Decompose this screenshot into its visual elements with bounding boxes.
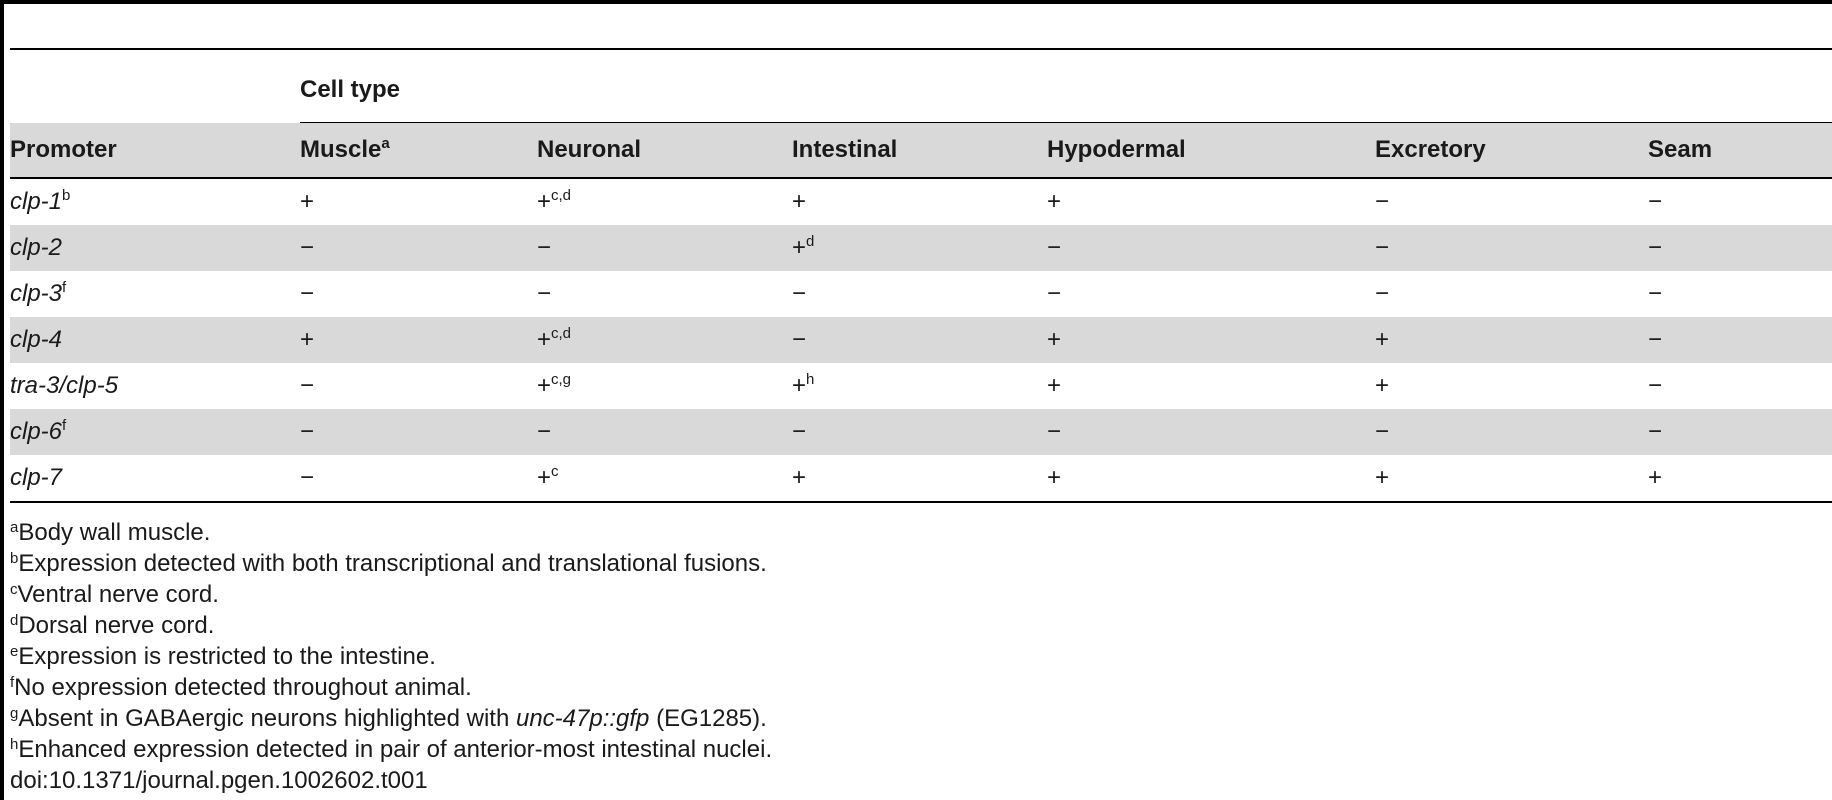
excretory-cell (1375, 178, 1648, 225)
seam-cell (1648, 178, 1832, 225)
intestinal-cell (792, 271, 1047, 317)
intestinal-value: + (792, 234, 807, 261)
hypodermal-value: − (1047, 280, 1062, 307)
group-header-spacer (10, 49, 300, 123)
promoter-name: clp-2 (10, 234, 63, 261)
group-header-row (10, 49, 1832, 123)
neuronal-value: − (537, 280, 552, 307)
promoter-name: clp-4 (10, 326, 63, 353)
header-neuronal: Neuronal (537, 123, 792, 179)
muscle-cell (300, 178, 537, 225)
footnote-text: Expression is restricted to the intestine. (18, 643, 436, 670)
intestinal-value: − (792, 418, 807, 445)
top-border-rule (0, 0, 1832, 4)
hypodermal-cell (1047, 409, 1375, 455)
excretory-value: + (1375, 464, 1390, 491)
hypodermal-cell (1047, 271, 1375, 317)
intestinal-value: + (792, 372, 807, 399)
excretory-cell (1375, 271, 1648, 317)
promoter-cell (10, 363, 300, 409)
excretory-value: − (1375, 418, 1390, 445)
excretory-cell (1375, 317, 1648, 363)
excretory-value: − (1375, 234, 1390, 261)
muscle-cell (300, 409, 537, 455)
muscle-value: − (300, 372, 315, 399)
footnote-d (10, 610, 772, 641)
promoter-cell (10, 455, 300, 502)
footnote-text: Enhanced expression detected in pair of anterior-most intestinal nuclei. (18, 736, 773, 763)
intestinal-value: + (792, 464, 807, 491)
header-hypodermal: Hypodermal (1047, 123, 1375, 179)
muscle-cell (300, 455, 537, 502)
column-header-row (10, 123, 1832, 179)
excretory-value: + (1375, 372, 1390, 399)
intestinal-cell (792, 178, 1047, 225)
footnote-mark: a (10, 519, 19, 536)
table-row (10, 409, 1832, 455)
intestinal-footnote-mark: h (806, 371, 815, 388)
neuronal-cell (537, 363, 792, 409)
neuronal-footnote-mark: c (551, 463, 559, 480)
promoter-name: clp-6 (10, 418, 63, 445)
intestinal-value: − (792, 326, 807, 353)
hypodermal-cell (1047, 317, 1375, 363)
hypodermal-value: + (1047, 188, 1062, 215)
promoter-name: tra-3/clp-5 (10, 372, 119, 399)
neuronal-cell (537, 271, 792, 317)
intestinal-cell (792, 409, 1047, 455)
footnote-mark: c (10, 581, 18, 598)
seam-cell (1648, 455, 1832, 502)
muscle-value: − (300, 234, 315, 261)
table-row (10, 317, 1832, 363)
intestinal-value: + (792, 188, 807, 215)
neuronal-cell (537, 317, 792, 363)
intestinal-cell (792, 363, 1047, 409)
excretory-value: − (1375, 188, 1390, 215)
neuronal-value: + (537, 372, 552, 399)
muscle-value: + (300, 326, 315, 353)
footnotes (10, 517, 772, 796)
footnote-text: Dorsal nerve cord. (18, 612, 215, 639)
footnote-a (10, 517, 772, 548)
hypodermal-value: + (1047, 372, 1062, 399)
muscle-cell (300, 317, 537, 363)
muscle-cell (300, 225, 537, 271)
promoter-footnote-mark: f (62, 417, 67, 434)
footnote-text: Ventral nerve cord. (17, 581, 219, 608)
intestinal-value: − (792, 280, 807, 307)
neuronal-cell (537, 178, 792, 225)
hypodermal-value: + (1047, 326, 1062, 353)
expression-table (10, 48, 1832, 503)
neuronal-value: − (537, 234, 552, 261)
hypodermal-cell (1047, 178, 1375, 225)
seam-value: − (1648, 326, 1663, 353)
header-excretory: Excretory (1375, 123, 1648, 179)
footnote-mark: h (10, 736, 19, 753)
table-row (10, 178, 1832, 225)
table-row (10, 225, 1832, 271)
hypodermal-cell (1047, 363, 1375, 409)
excretory-cell (1375, 225, 1648, 271)
muscle-value: − (300, 418, 315, 445)
excretory-cell (1375, 455, 1648, 502)
neuronal-footnote-mark: c,d (551, 187, 572, 204)
intestinal-cell (792, 317, 1047, 363)
excretory-cell (1375, 409, 1648, 455)
footnote-g (10, 703, 772, 734)
seam-cell (1648, 225, 1832, 271)
footnote-c (10, 579, 772, 610)
footnote-f (10, 672, 772, 703)
muscle-value: − (300, 280, 315, 307)
footnote-e (10, 641, 772, 672)
footnote-reporter-name: unc-47p::gfp (515, 705, 650, 732)
footnote-text: Absent in GABAergic neurons highlighted with (18, 705, 516, 732)
header-muscle (300, 123, 537, 179)
header-seam: Seam (1648, 123, 1832, 179)
neuronal-footnote-mark: c,d (551, 325, 572, 342)
footnote-h (10, 734, 772, 765)
footnote-b (10, 548, 772, 579)
seam-value: − (1648, 234, 1663, 261)
excretory-cell (1375, 363, 1648, 409)
muscle-cell (300, 271, 537, 317)
promoter-name: clp-3 (10, 280, 63, 307)
hypodermal-value: − (1047, 418, 1062, 445)
header-muscle-label: Muscle (300, 136, 382, 163)
header-promoter: Promoter (10, 123, 300, 179)
left-border-rule (0, 0, 4, 800)
expression-table-container (10, 48, 1832, 503)
promoter-name: clp-1 (10, 188, 63, 215)
table-row (10, 271, 1832, 317)
muscle-cell (300, 363, 537, 409)
footnote-text: No expression detected throughout animal. (14, 674, 472, 701)
footnote-mark: d (10, 612, 19, 629)
footnote-mark: e (10, 643, 19, 660)
seam-value: − (1648, 372, 1663, 399)
intestinal-cell (792, 455, 1047, 502)
muscle-value: + (300, 188, 315, 215)
intestinal-footnote-mark: d (806, 233, 815, 250)
seam-cell (1648, 363, 1832, 409)
seam-cell (1648, 409, 1832, 455)
footnote-mark: f (10, 674, 15, 691)
promoter-cell (10, 225, 300, 271)
seam-cell (1648, 271, 1832, 317)
neuronal-cell (537, 409, 792, 455)
neuronal-value: + (537, 188, 552, 215)
promoter-cell (10, 271, 300, 317)
table-row (10, 455, 1832, 502)
header-intestinal: Intestinal (792, 123, 1047, 179)
seam-value: − (1648, 280, 1663, 307)
promoter-footnote-mark: f (62, 279, 67, 296)
seam-value: − (1648, 188, 1663, 215)
header-muscle-footnote-mark: a (381, 135, 390, 152)
footnote-mark: g (10, 705, 19, 722)
seam-value: − (1648, 418, 1663, 445)
hypodermal-cell (1047, 225, 1375, 271)
footnote-text-tail: (EG1285). (649, 705, 767, 732)
muscle-value: − (300, 464, 315, 491)
doi-link[interactable]: doi:10.1371/journal.pgen.1002602.t001 (10, 767, 428, 794)
promoter-cell (10, 317, 300, 363)
promoter-cell (10, 178, 300, 225)
neuronal-cell (537, 455, 792, 502)
neuronal-value: − (537, 418, 552, 445)
neuronal-footnote-mark: c,g (551, 371, 572, 388)
footnote-mark: b (10, 550, 19, 567)
hypodermal-value: − (1047, 234, 1062, 261)
hypodermal-cell (1047, 455, 1375, 502)
intestinal-cell (792, 225, 1047, 271)
excretory-value: + (1375, 326, 1390, 353)
footnote-text: Expression detected with both transcriptional and translational fusions. (18, 550, 767, 577)
neuronal-value: + (537, 464, 552, 491)
seam-cell (1648, 317, 1832, 363)
promoter-name: clp-7 (10, 464, 63, 491)
promoter-footnote-mark: b (62, 187, 71, 204)
neuronal-cell (537, 225, 792, 271)
table-row (10, 363, 1832, 409)
seam-value: + (1648, 464, 1663, 491)
hypodermal-value: + (1047, 464, 1062, 491)
neuronal-value: + (537, 326, 552, 353)
promoter-cell (10, 409, 300, 455)
footnote-text: Body wall muscle. (18, 519, 211, 546)
cell-type-group-label: Cell type (300, 49, 1832, 123)
excretory-value: − (1375, 280, 1390, 307)
